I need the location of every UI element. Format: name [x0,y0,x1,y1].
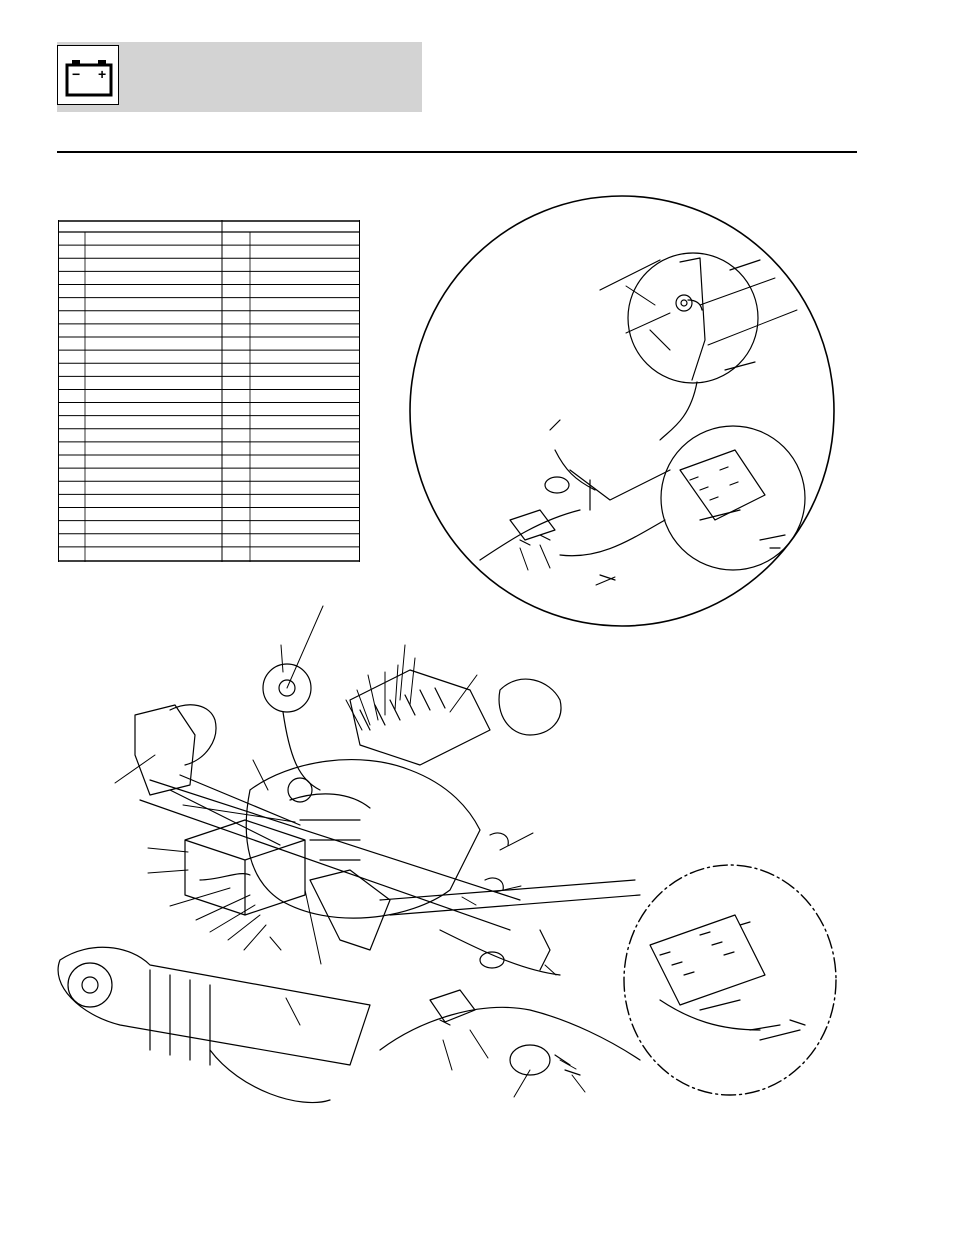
detail-view-circle [410,196,834,626]
battery-plus-sign: + [98,66,107,82]
inset-circle-bottom [661,426,805,570]
main-callouts [115,606,585,1097]
detail-callouts [520,278,797,585]
inset-circle-top [628,253,758,383]
battery-minus-sign: − [72,66,81,82]
fuse-panel-detail-circle [624,865,836,1095]
main-assembly [58,664,640,1103]
